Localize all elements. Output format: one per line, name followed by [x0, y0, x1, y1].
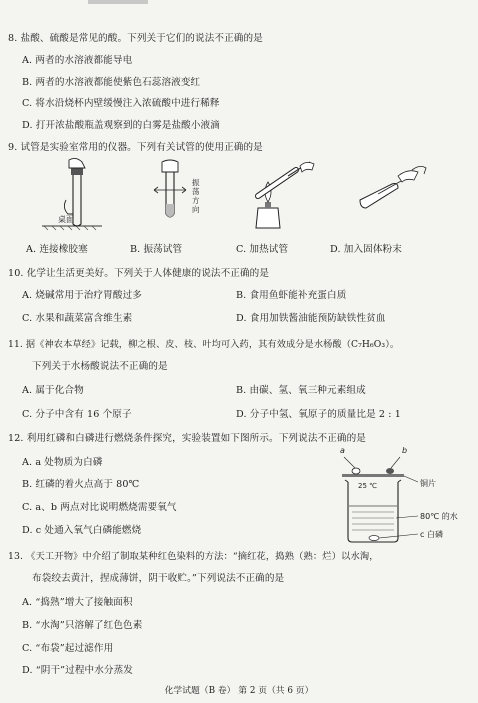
q10-option-c: C. 水果和蔬菜富含维生素 — [22, 313, 133, 324]
q12-option-d: D. c 处通入氧气白磷能燃烧 — [22, 525, 142, 536]
q9-fig-b-label: 振荡方向 — [192, 178, 200, 214]
q13-option-c: C. “布袋”起过滤作用 — [22, 643, 114, 654]
q8-stem: 8. 盐酸、硫酸是常见的酸。下列关于它们的说法不正确的是 — [8, 33, 263, 44]
q8-option-b: B. 两者的水溶液都能使紫色石蕊溶液变红 — [22, 77, 201, 88]
q13-option-a: A. “捣熟”增大了接触面积 — [22, 597, 133, 608]
q12-label-copper: 铜片 — [420, 479, 436, 488]
q13-option-d: D. “阴干”过程中水分蒸发 — [22, 665, 134, 676]
q12-label-water: 80℃ 的水 — [420, 512, 458, 521]
q9-figures — [36, 156, 446, 236]
q12-apparatus — [326, 446, 466, 544]
q11-stem: 11. 据《神农本草经》记载，柳之根、皮、枝、叶均可入药，其有效成分是水杨酸（C₇H₆O₃）。 — [8, 339, 400, 350]
q9-fig-a-label: 桌面 — [58, 215, 74, 224]
q12-option-c: C. a、b 两点对比说明燃烧需要氧气 — [22, 502, 177, 513]
q12-beaker-diagram — [326, 452, 466, 544]
q13-option-b: B. “水淘”只溶解了红色色素 — [22, 620, 143, 631]
q9-option-d: D. 加入固体粉末 — [330, 244, 402, 255]
q12-label-b: b — [402, 446, 408, 455]
q10-stem: 10. 化学让生活更美好。下列关于人体健康的说法不正确的是 — [8, 268, 270, 279]
scan-mark — [88, 0, 148, 4]
q8-option-a: A. 两者的水溶液都能导电 — [22, 55, 133, 66]
q9-option-c: C. 加热试管 — [236, 244, 289, 255]
q9-option-b: B. 振荡试管 — [130, 244, 183, 255]
q12-stem: 12. 利用红磷和白磷进行燃烧条件探究，实验装置如下图所示。下列说法不正确的是 — [8, 433, 366, 444]
q12-label-temp: 25 ℃ — [358, 482, 377, 490]
q11-substem: 下列关于水杨酸说法不正确的是 — [32, 361, 168, 372]
q9-stem: 9. 试管是实验室常用的仪器。下列有关试管的使用正确的是 — [8, 142, 263, 153]
q9-figure-a — [42, 156, 112, 234]
page-footer: 化学试题（B 卷） 第 2 页（共 6 页） — [164, 686, 314, 696]
q10-option-a: A. 烧碱常用于治疗胃酸过多 — [22, 290, 142, 301]
q12-option-b: B. 红磷的着火点高于 80℃ — [22, 479, 140, 490]
q8-option-c: C. 将水沿烧杯内壁缓慢注入浓硫酸中进行稀释 — [22, 98, 220, 109]
q9-option-a: A. 连接橡胶塞 — [26, 244, 88, 255]
q9-figure-c — [248, 156, 328, 234]
q12-option-a: A. a 处物质为白磷 — [22, 457, 103, 468]
q11-option-c: C. 分子中含有 16 个原子 — [22, 409, 132, 420]
q10-option-b: B. 食用鱼虾能补充蛋白质 — [236, 290, 347, 301]
q9-figure-d — [354, 156, 434, 234]
q11-option-b: B. 由碳、氢、氧三种元素组成 — [236, 385, 366, 396]
q11-option-d: D. 分子中氢、氧原子的质量比是 2 : 1 — [236, 409, 401, 420]
q10-option-d: D. 食用加铁酱油能预防缺铁性贫血 — [236, 313, 386, 324]
q11-option-a: A. 属于化合物 — [22, 385, 84, 396]
q8-option-d: D. 打开浓盐酸瓶盖观察到的白雾是盐酸小液滴 — [22, 120, 220, 131]
q13-stem: 13. 《天工开物》中介绍了制取某种红色染料的方法：“摘红花，捣熟（熟：烂）以水淘， — [8, 551, 379, 562]
q12-label-a: a — [340, 446, 345, 455]
q13-substem: 布袋绞去黄汁，捏成薄饼，阴干收贮。”下列说法不正确的是 — [32, 573, 285, 584]
q12-label-c: c 白磷 — [420, 530, 443, 539]
